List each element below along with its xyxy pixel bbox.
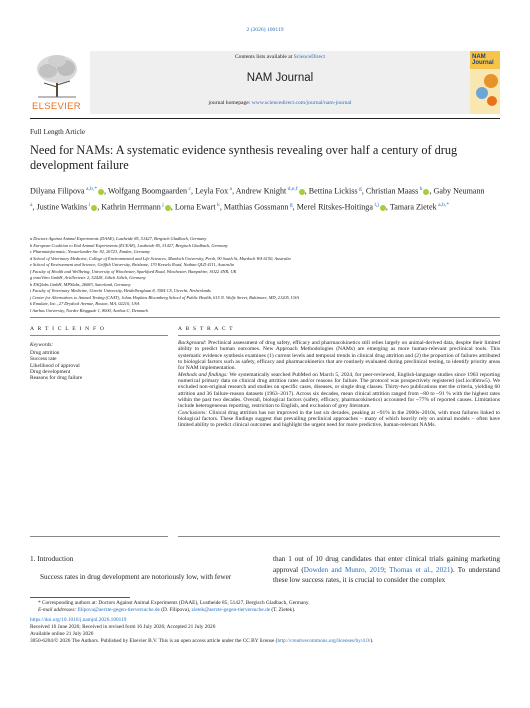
footnotes	[30, 600, 500, 644]
orcid-icon[interactable]	[165, 205, 171, 211]
author-name[interactable]: Justine Watkins	[36, 202, 88, 212]
license-prefix: 3050-6204/© 2026 The Authors. Published by Elsevier B.V. This is an open access article under the CC BY license (	[30, 637, 278, 644]
intro-p2-end: ). To understand these low success rates, it is crucial to consider the complex	[273, 565, 501, 585]
abstract-rule	[178, 335, 500, 336]
email-label: E-mail addresses:	[38, 606, 78, 613]
footnote-rule	[30, 597, 130, 598]
affiliation-item: i Faculty of Veterinary Medicine, Utrecht University, Heidelberglaan 8, 3584 CS, Utrecht, Netherlands	[30, 288, 211, 294]
keyword-item: Likelihood of approval	[30, 362, 80, 369]
affiliation-item: g innoVitro GmbH, Artilleriestr. 2, 52428, Jülich Jülich, Germany	[30, 275, 146, 281]
orcid-icon[interactable]	[98, 189, 104, 195]
available-line: Available online 21 July 2026	[30, 630, 94, 637]
author-name[interactable]: Dilyana Filipova	[30, 186, 85, 196]
author-list: Dilyana Filipova $^{a,b,*}$ , Wolfgang Boomgaarden $^c$, Leyla Fox $^a$, Andrew Knight $^{d,e,f}$ , Bettina Lickiss $^g$, Christian Maass $^h$ , Gaby Neumann $^a$, Justine Watkins $^i$ , Kathrin Herrmann $^j$ , Lorna Ewart $^k$, Matthias Gossmann $^g$, Merel Ritskes-Hoitinga $^{l,j}$ , Tamara Zietek $^{a,b,*}$	[30, 186, 485, 212]
doi-link[interactable]: https://doi.org/10.1016/j.namjnl.2026.100119	[30, 616, 127, 623]
author-name[interactable]: Merel Ritskes-Hoitinga	[296, 202, 373, 212]
introduction-heading: 1. Introduction	[30, 554, 74, 563]
affiliation-item: c Pharmainformatic, Neuserlander Str. 92, 26723, Emden, Germany	[30, 249, 150, 255]
keyword-item: Drug development	[30, 368, 71, 375]
author-name[interactable]: Kathrin Herrmann	[101, 202, 161, 212]
corresponding-note: * Corresponding authors at: Doctors Against Animal Experiments (DAAE), Lustheide 85, 51427, Bergisch Gladbach, Germany.	[38, 600, 310, 606]
affiliation-item: j Center for Alternatives to Animal Testing (CAAT), Johns Hopkins Bloomberg School of Public Health, 615 N. Wolfe Street, Baltimore, MD, 21205, USA	[30, 294, 299, 300]
journal-reference[interactable]: 2 (2026) 100119	[246, 27, 284, 33]
keyword-item: Drug attrition	[30, 350, 60, 356]
abstract-bottom-rule	[178, 536, 500, 537]
article-title: Need for NAMs: A systematic evidence synthesis revealing over half a century of drug development failure	[30, 143, 458, 173]
cover-title-line2: Journal	[472, 60, 494, 66]
author-affiliation-marker[interactable]: h	[418, 186, 423, 192]
author-affiliation-marker[interactable]: g	[357, 186, 362, 192]
author-affiliation-marker[interactable]: a	[228, 186, 233, 192]
background-label: Background:	[178, 340, 207, 346]
publisher-name: ELSEVIER	[32, 101, 81, 112]
cover-title-line1: NAM	[472, 54, 486, 60]
author-name[interactable]: Leyla Fox	[195, 186, 229, 196]
author-affiliation-marker[interactable]: a,b,*	[84, 186, 98, 192]
affiliation-item: b European Coalition to End Animal Experiments (ECEAE), Lustheide 85, 51427, Bergisch Gladbach, Germany	[30, 242, 228, 248]
affiliation-list	[30, 236, 500, 315]
email-line	[30, 607, 500, 614]
author-name[interactable]: Wolfgang Boomgaarden	[107, 186, 188, 196]
email-filipova-link[interactable]: filipova@aerzte-gegen-tierversuche.de	[77, 606, 160, 613]
keyword-item: Reasons for drug failure	[30, 375, 83, 382]
author-name[interactable]: Lorna Ewart	[174, 202, 216, 212]
keyword-item: Success rate	[30, 356, 57, 363]
email-zietek-link[interactable]: zietek@aerzte-gegen-tierversuche.de	[191, 606, 271, 613]
journal-header	[30, 51, 500, 114]
author-name[interactable]: Andrew Knight	[235, 186, 287, 196]
homepage-link[interactable]: www.sciencedirect.com/journal/nam-journal	[251, 100, 352, 106]
affiliation-item: f Faculty of Health and Wellbeing, University of Winchester, Sparkford Road, Winchester, Hampshire, SO22 4NR, UK	[30, 268, 237, 274]
affiliation-item: k Emulate, Inc., 27 Drydock Avenue, Boston, MA, 02210, USA	[30, 301, 140, 307]
orcid-icon[interactable]	[91, 205, 97, 211]
article-type: Full Length Article	[30, 128, 86, 136]
journal-banner	[90, 51, 470, 114]
keywords-bottom-rule	[30, 536, 168, 537]
license-link[interactable]: http://creativecommons.org/licenses/by/4.0/	[277, 637, 371, 644]
article-info-heading: A R T I C L E I N F O	[30, 326, 106, 332]
affiliation-item: d School of Veterinary Medicine, College of Environmental and Life Sciences, Murdoch University, Perth, 90 South St, Murdoch WA 6150, Australia	[30, 255, 291, 261]
affiliation-rule	[30, 317, 500, 318]
keywords-list	[30, 350, 82, 381]
orcid-icon[interactable]	[380, 205, 386, 211]
journal-name: NAM Journal	[246, 72, 314, 84]
contents-prefix: Contents lists available at	[234, 54, 294, 60]
affiliation-item: l Aarhus University, Nordre Ringgade 1, 8000, Aarhus C, Denmark	[30, 308, 149, 314]
journal-cover	[470, 51, 500, 114]
author-affiliation-marker[interactable]: d,e,f	[286, 186, 298, 192]
conclusions-label: Conclusions:	[178, 409, 208, 416]
author-name[interactable]: Bettina Lickiss	[308, 186, 358, 196]
license-line	[30, 638, 500, 645]
author-affiliation-marker[interactable]: c	[187, 186, 192, 192]
dates-line: Received 16 June 2026; Received in revised form 16 July 2026; Accepted 21 July 2026	[30, 623, 216, 630]
email1-owner: (D. Filipova),	[159, 606, 192, 613]
author-affiliation-marker[interactable]: a,b,*	[436, 202, 450, 209]
author-affiliation-marker[interactable]: l,j	[372, 202, 379, 209]
methods-text: We systematically searched PubMed on March 5, 2024, for peer-reviewed, English-language studies since 1963 reporting numerical primary data on clinical drug attrition rates and/or reasons for failure. The protocol was prospectively registered (osf.io/46mw5). We excluded non-original research and studies on specific cases, diseases, or single drug classes. Thirty-two publications met the criteria, yielding 60 attrition and 36 failure-reason datasets (1963–2017). Across six decades, mean clinical attrition ranged from ~80 to ~91 % with the highest rates within the past two decades. Overall, biological factors (safety, efficacy, pharmacokinetics) accounted for ~77% of reported causes. Limitations include heterogeneous reporting, restriction to English, and exclusion of grey literature.	[178, 371, 500, 410]
cover-title	[472, 54, 494, 66]
elsevier-logo	[30, 51, 85, 114]
author-affiliation-marker[interactable]: k	[215, 202, 220, 209]
author-name[interactable]: Christian Maass	[365, 186, 419, 196]
author-name[interactable]: Matthias Gossmann	[223, 202, 289, 212]
email2-owner: (T. Zietek).	[270, 606, 296, 613]
author-affiliation-marker[interactable]: g	[288, 202, 293, 209]
affiliation-item: a Doctors Against Animal Experiments (DAAE), Lustheide 85, 51427, Bergisch Gladbach, Germany	[30, 236, 207, 241]
intro-paragraph-1: Success rates in drug development are notoriously low, with fewer	[40, 573, 232, 581]
orcid-icon[interactable]	[423, 189, 429, 195]
keywords-heading: Keywords:	[30, 342, 54, 348]
background-text: Preclinical assessment of drug safety, efficacy and pharmacokinetics still relies largely on animal-derived data, despite their limited ability to predict human outcomes. New Approach Methodologies (NAMs) are emerging as more human-relevant preclinical tools. This systematic evidence synthesis examines (1) current levels and temporal trends in clinical drug attrition and (2) the proportion of failures attributed to biological factors such as safety, efficacy and pharmacokinetics that are routinely evaluated during preclinical testing, to identify priority areas for NAM implementation.	[178, 340, 500, 372]
affiliation-item: h ESQlabs GmbH, MPSlabs, 26683, Saterland, Germany	[30, 281, 131, 287]
abstract-heading: A B S T R A C T	[178, 326, 234, 332]
doi-line	[30, 617, 500, 624]
author-name[interactable]: Gaby Neumann	[433, 186, 485, 196]
orcid-icon[interactable]	[299, 189, 305, 195]
intro-p2-start: than 1 out of 10 drug candidates that enter clinical trials gaining marketing approval (	[273, 555, 500, 574]
homepage-prefix: journal homepage:	[208, 100, 252, 106]
sciencedirect-link[interactable]: ScienceDirect	[293, 54, 326, 60]
citation-dowden[interactable]: Dowden and Munro, 2019	[303, 565, 385, 574]
methods-label: Methods and findings:	[178, 371, 228, 378]
header-rule	[30, 118, 500, 119]
author-affiliation-marker[interactable]: a	[30, 202, 33, 209]
author-name[interactable]: Tamara Zietek	[389, 202, 437, 212]
elsevier-tree-icon	[30, 51, 85, 99]
author-affiliation-marker[interactable]: j	[160, 202, 164, 209]
citation-thomas[interactable]: Thomas et al., 2021	[389, 565, 451, 574]
intro-paragraph-2	[273, 554, 500, 586]
abstract-body	[178, 340, 500, 429]
license-suffix: ).	[370, 637, 374, 644]
contents-line	[90, 54, 470, 60]
journal-homepage	[90, 100, 470, 106]
conclusions-text: Clinical drug attrition has not improved in the last six decades, peaking at ~91% in the 2000s–2010s, with most failures linked to biological factors. These findings suggest that prevailing preclinical approaches – many of which heavily rely on animal models – often have limited ability to predict clinical outcomes and highlight the urgent need for more predictive, human-relevant NAMs.	[178, 409, 500, 429]
author-affiliation-marker[interactable]: i	[87, 202, 91, 209]
article-info-rule	[30, 335, 168, 336]
citation-separator: ;	[384, 565, 390, 574]
affiliation-item: e School of Environment and Science, Griffith University, Brisbane, 170 Kessels Road, Nathan QLD 4111, Australia	[30, 262, 234, 268]
